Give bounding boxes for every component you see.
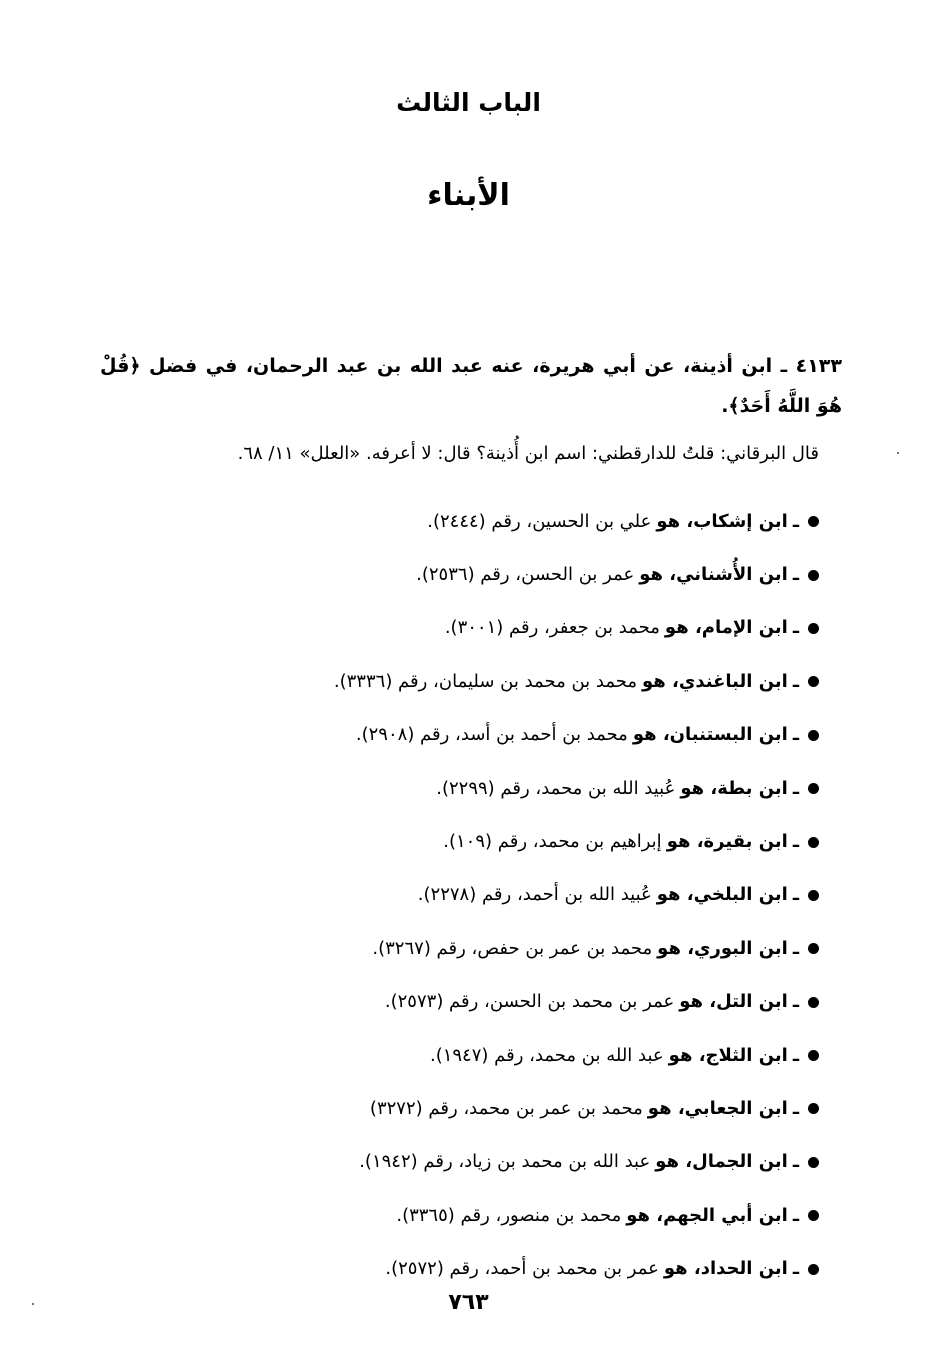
bullet-icon (808, 623, 819, 634)
item-name: ابن الباغندي، هو (642, 670, 788, 692)
list-item: ـ ابن الإمام، هو محمد بن جعفر، رقم (٣٠٠١). (100, 602, 819, 655)
item-name: ابن الحداد، هو (663, 1258, 788, 1280)
entry-note: قال البرقاني: قلتُ للدارقطني: اسم ابن أُذينة؟ قال: لا أعرفه. «العلل» ١١/ ٦٨. (237, 443, 819, 464)
item-name: ابن الإمام، هو (664, 617, 788, 639)
section-title: الأبناء (427, 178, 510, 213)
scan-speck (897, 452, 899, 454)
chapter-title: الباب الثالث (396, 88, 541, 117)
bullet-icon (808, 676, 819, 687)
bullet-icon (808, 570, 819, 581)
item-text: عمر بن الحسن، رقم (٢٥٣٦). (416, 564, 635, 586)
list-item: ـ ابن الجعابي، هو محمد بن عمر بن محمد، رقم (٣٢٧٢) (100, 1082, 819, 1135)
item-text: محمد بن أحمد بن أسد، رقم (٢٩٠٨). (355, 724, 628, 746)
item-name: ابن الثلاج، هو (668, 1044, 788, 1066)
list-item: ـ ابن الحداد، هو عمر بن محمد بن أحمد، رقم (٢٥٧٢). (100, 1242, 819, 1295)
bullet-icon (808, 1103, 819, 1114)
list-item: ـ ابن بقيرة، هو إبراهيم بن محمد، رقم (١٠٩). (100, 815, 819, 868)
page-number: ٧٦٣ (448, 1290, 489, 1315)
item-name: ابن أبي الجهم، هو (626, 1204, 788, 1226)
item-text: عمر بن محمد بن الحسن، رقم (٢٥٧٣). (384, 991, 675, 1013)
item-name: ابن البوري، هو (657, 937, 788, 959)
item-text: عُبيد الله بن محمد، رقم (٢٢٩٩). (436, 777, 676, 799)
item-name: ابن بقيرة، هو (666, 831, 788, 853)
bullet-icon (808, 890, 819, 901)
item-name: ابن الجعابي، هو (647, 1097, 788, 1119)
bullet-icon (808, 1157, 819, 1168)
item-name: ابن التل، هو (679, 991, 788, 1013)
item-text: محمد بن محمد بن سليمان، رقم (٣٣٣٦). (333, 670, 637, 692)
list-item: ـ ابن البوري، هو محمد بن عمر بن حفص، رقم (٣٢٦٧). (100, 922, 819, 975)
list-item: ـ ابن بطة، هو عُبيد الله بن محمد، رقم (٢٢٩٩). (100, 762, 819, 815)
bullet-icon (808, 730, 819, 741)
item-text: عُبيد الله بن أحمد، رقم (٢٢٧٨). (417, 884, 652, 906)
bullet-icon (808, 783, 819, 794)
item-name: ابن البستنبان، هو (632, 724, 788, 746)
bullet-icon (808, 1264, 819, 1275)
list-item: ـ ابن الجمال، هو عبد الله بن محمد بن زياد، رقم (١٩٤٢). (100, 1136, 819, 1189)
item-text: محمد بن عمر بن محمد، رقم (٣٢٧٢) (369, 1097, 643, 1119)
bullet-icon (808, 943, 819, 954)
cross-reference-list (100, 495, 819, 1296)
item-text: عبد الله بن محمد، رقم (١٩٤٧). (429, 1044, 664, 1066)
item-text: محمد بن منصور، رقم (٣٣٦٥). (396, 1204, 622, 1226)
list-item: ـ ابن الثلاج، هو عبد الله بن محمد، رقم (١٩٤٧). (100, 1029, 819, 1082)
item-text: محمد بن عمر بن حفص، رقم (٣٢٦٧). (372, 937, 653, 959)
item-name: ابن الجمال، هو (655, 1151, 788, 1173)
bullet-icon (808, 1210, 819, 1221)
bullet-icon (808, 1050, 819, 1061)
list-item: ـ ابن البستنبان، هو محمد بن أحمد بن أسد، رقم (٢٩٠٨). (100, 709, 819, 762)
item-text: عمر بن محمد بن أحمد، رقم (٢٥٧٢). (385, 1258, 659, 1280)
list-item: ـ ابن البلخي، هو عُبيد الله بن أحمد، رقم (٢٢٧٨). (100, 869, 819, 922)
item-text: إبراهيم بن محمد، رقم (١٠٩). (443, 831, 662, 853)
item-name: ابن الأُشناني، هو (639, 564, 788, 586)
entry-4133: ٤١٣٣ ـ ابن أذينة، عن أبي هريرة، عنه عبد الله بن عبد الرحمان، في فضل ﴿قُلْ هُوَ اللَّهُ أَحَدٌ﴾. (100, 355, 842, 417)
item-text: محمد بن جعفر، رقم (٣٠٠١). (444, 617, 660, 639)
bullet-icon (808, 997, 819, 1008)
list-item: ـ ابن التل، هو عمر بن محمد بن الحسن، رقم (٢٥٧٣). (100, 976, 819, 1029)
item-name: ابن بطة، هو (680, 777, 788, 799)
item-text: علي بن الحسين، رقم (٢٤٤٤). (427, 510, 652, 532)
list-item: ـ ابن الباغندي، هو محمد بن محمد بن سليمان، رقم (٣٣٣٦). (100, 655, 819, 708)
scan-speck (32, 1303, 34, 1305)
bullet-icon (808, 837, 819, 848)
item-text: عبد الله بن محمد بن زياد، رقم (١٩٤٢). (359, 1151, 651, 1173)
item-name: ابن إشكاب، هو (656, 510, 788, 532)
list-item: ـ ابن أبي الجهم، هو محمد بن منصور، رقم (٣٣٦٥). (100, 1189, 819, 1242)
bullet-icon (808, 516, 819, 527)
list-item: ـ ابن إشكاب، هو علي بن الحسين، رقم (٢٤٤٤). (100, 495, 819, 548)
item-name: ابن البلخي، هو (656, 884, 788, 906)
list-item: ـ ابن الأُشناني، هو عمر بن الحسن، رقم (٢٥٣٦). (100, 548, 819, 601)
